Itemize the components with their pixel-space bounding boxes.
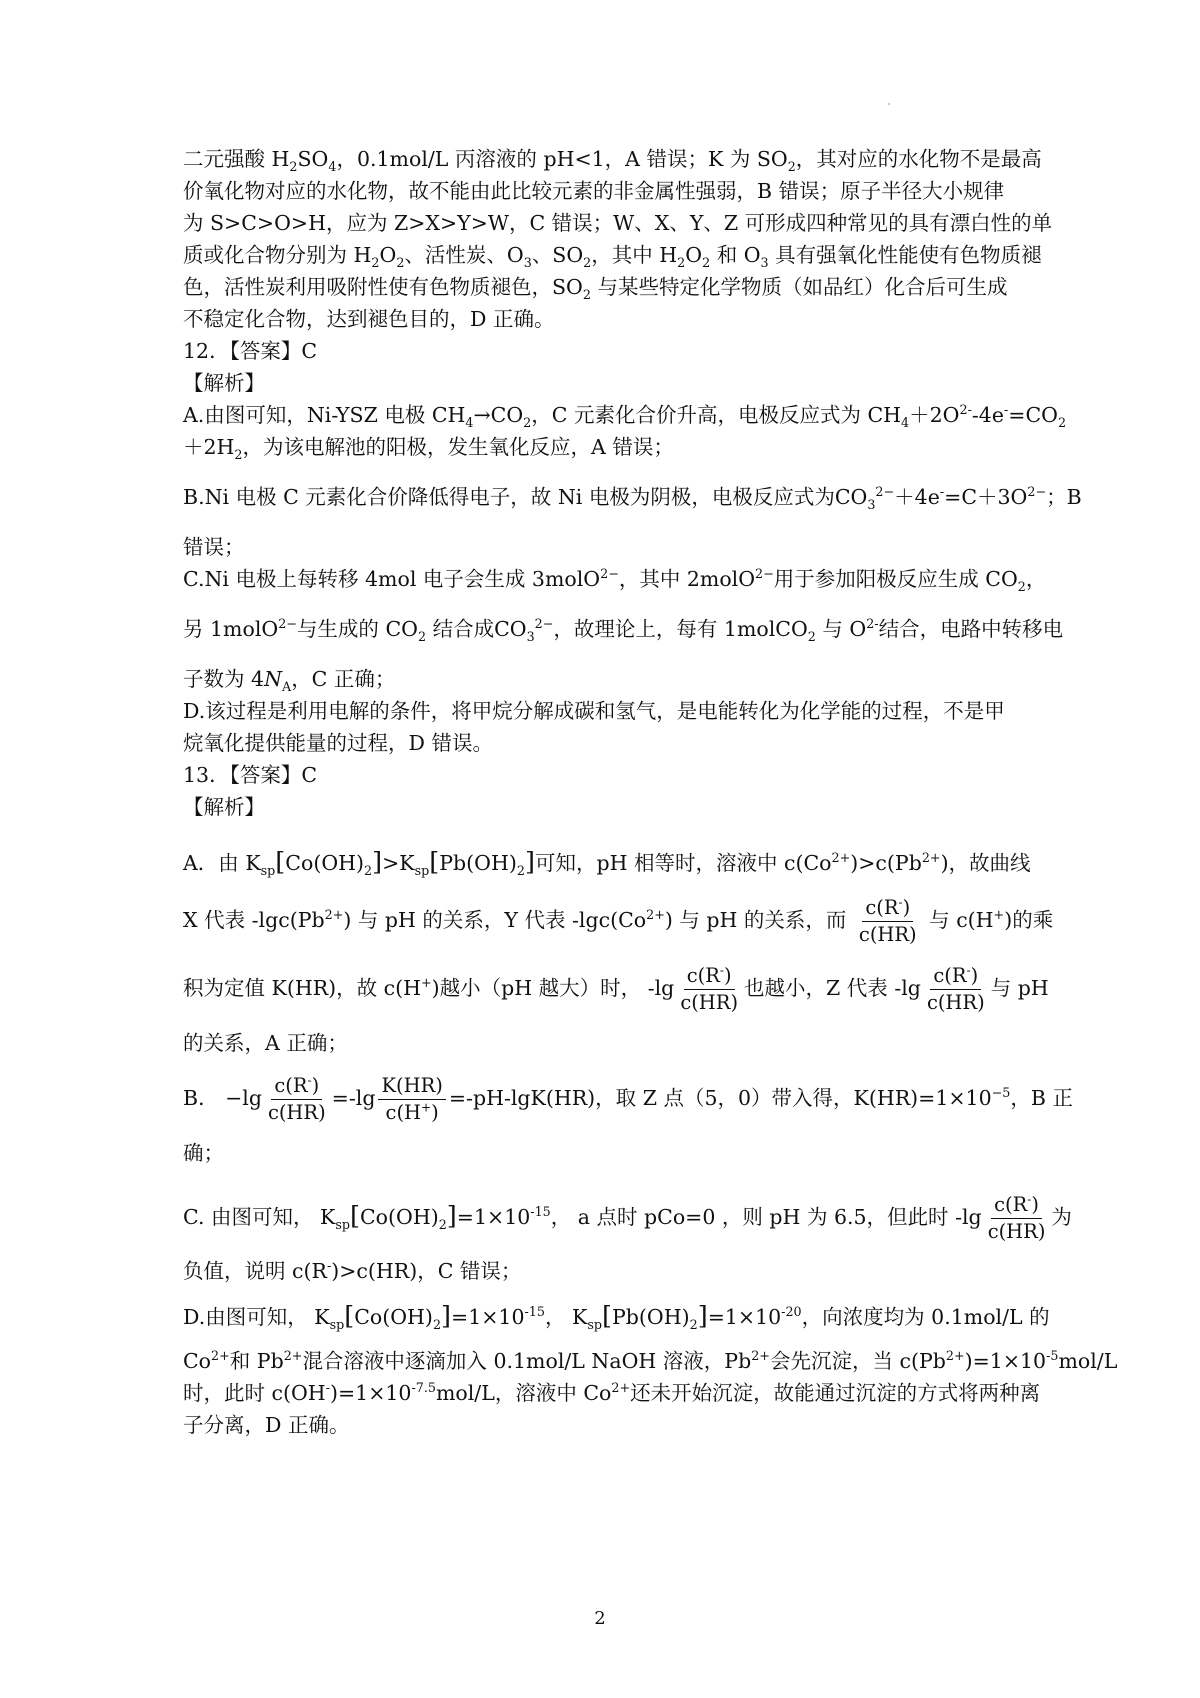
p11-line-4: 质或化合物分别为 $H_2O_2$、活性炭、$O_3$、$SO_2$，其中 $H_2O_2$ 和 $O_3$ 具有强氧化性能使有色物质褪 bbox=[183, 243, 1042, 271]
q13-option-d-line-1: D.由图可知， $K_{sp}[Co(OH)_2]=1\times 10^{-15}$， $K_{sp}[Pb(OH)_2]=1\times 10^{-20}$，向浓度均为 0.1mol/L 的 bbox=[183, 1301, 1050, 1333]
p11-line-3: 为 S>C>O>H，应为 Z>X>Y>W，C 错误；W、X、Y、Z 可形成四种常见的具有漂白性的单 bbox=[183, 211, 1053, 235]
q13-option-c-line-2: 负值，说明 c(R-)>c(HR)，C 错误； bbox=[183, 1258, 522, 1283]
q12-option-c-line-2: 另 1molO$^{2-}$与生成的 $CO_2$ 结合成$CO_3^{2-}$，故理论上，每有 1molCO$_2$ 与 $O^{2-}$结合，电路中转移电 bbox=[183, 616, 1064, 645]
q13-option-a-line-3: 积为定值 K(HR)，故 c(H+)越小（pH 越大）时， -lg $\frac{c(R^-)}{c(HR)}$ 也越小，Z 代表 -lg $\frac{c(R^-)}{c(HR)}$ 与 pH bbox=[183, 963, 1049, 1014]
q13-option-d-line-4: 子分离，D 正确。 bbox=[183, 1413, 350, 1437]
q13-answer: 13．【答案】C bbox=[183, 763, 318, 787]
q12-answer: 12．【答案】C bbox=[183, 339, 318, 363]
p11-line-2: 价氧化物对应的水化物，故不能由此比较元素的非金属性强弱，B 错误；原子半径大小规律 bbox=[183, 179, 1005, 203]
q13-option-a-line-2: X 代表 $-\lg c(Pb^{2+})$ 与 pH 的关系，Y 代表 $-\lg c(Co^{2+})$ 与 pH 的关系，而 $\frac{c(R^-)}{c(HR)}$ 与 c(H+)的乘 bbox=[183, 895, 1054, 946]
q13-option-b-line-1: B． −lg $\frac{c(R^-)}{c(HR)}$ =-lg $\frac{K(HR)}{c(H^+)}$ =-pH-lgK(HR)，取 Z 点（5，0）带入得，$K(HR)=1\times 10^{-5}$，B 正 bbox=[183, 1073, 1073, 1124]
q13-option-a-line-4: 的关系，A 正确； bbox=[183, 1031, 348, 1055]
q13-analysis-heading: 【解析】 bbox=[183, 795, 265, 819]
q12-option-b-line-1: B.Ni 电极 C 元素化合价降低得电子，故 Ni 电极为阴极，电极反应式为$CO_3^{2-}+4e^-=C+3O^{2-}$；B bbox=[183, 484, 1082, 513]
q13-option-a-line-1: A．由 $K_{sp}[Co(OH)_2]>K_{sp}[Pb(OH)_2]$可知，pH 相等时，溶液中 $c(Co^{2+})>c(Pb^{2+})$，故曲线 bbox=[183, 847, 1031, 879]
q12-option-d-line-1: D.该过程是利用电解的条件，将甲烷分解成碳和氢气，是电能转化为化学能的过程，不是甲 bbox=[183, 699, 1005, 723]
p11-line-6: 不稳定化合物，达到褪色目的，D 正确。 bbox=[183, 307, 555, 331]
q12-option-a-line-1: A.由图可知，Ni-YSZ 电极 $CH_4\to CO_2$，C 元素化合价升高，电极反应式为 $CH_4+2O^{2-}-4e^-=CO_2$ bbox=[183, 402, 1067, 431]
q12-analysis-heading: 【解析】 bbox=[183, 371, 265, 395]
page-number: 2 bbox=[594, 1608, 606, 1629]
q12-option-c-line-3: 子数为 $4N_A$，C 正确； bbox=[183, 667, 396, 695]
scan-speck bbox=[888, 103, 890, 105]
q12-option-b-line-2: 错误； bbox=[183, 535, 245, 559]
q12-option-d-line-2: 烷氧化提供能量的过程，D 错误。 bbox=[183, 731, 493, 755]
q13-option-b-line-2: 确； bbox=[183, 1141, 224, 1165]
p11-line-5: 色，活性炭利用吸附性使有色物质褪色，$SO_2$ 与某些特定化学物质（如品红）化合后可生成 bbox=[183, 275, 1008, 303]
answer-analysis-body bbox=[183, 143, 1118, 1441]
q13-option-c-line-1: C. 由图可知， $K_{sp}[Co(OH)_2]=1\times 10^{-15}$， a 点时 pCo=0 ，则 pH 为 6.5，但此时 -lg $\frac{c(R^-)}{c(HR)}$ 为 bbox=[183, 1192, 1072, 1243]
p11-line-1: 二元强酸 $H_2SO_4$，0.1mol/L 丙溶液的 pH<1，A 错误；K 为 $SO_2$，其对应的水化物不是最高 bbox=[183, 147, 1042, 175]
q13-option-d-line-3: 时，此时 $c(OH^-)=1\times 10^{-7.5}mol/L$，溶液中 $Co^{2+}$还未开始沉淀，故能通过沉淀的方式将两种离 bbox=[183, 1380, 1041, 1405]
q13-option-d-line-2: $Co^{2+}$和 $Pb^{2+}$混合溶液中逐滴加入 0.1mol/L NaOH 溶液，$Pb^{2+}$会先沉淀，当 $c(Pb^{2+})=1\times 10^{-5}mol/L$ bbox=[183, 1348, 1118, 1373]
q12-option-a-line-2: $+2H_2$，为该电解池的阳极，发生氧化反应，A 错误； bbox=[183, 435, 674, 463]
q12-option-c-line-1: C.Ni 电极上每转移 4mol 电子会生成 3molO$^{2-}$，其中 2molO$^{2-}$用于参加阳极反应生成 $CO_2$， bbox=[183, 566, 1047, 595]
